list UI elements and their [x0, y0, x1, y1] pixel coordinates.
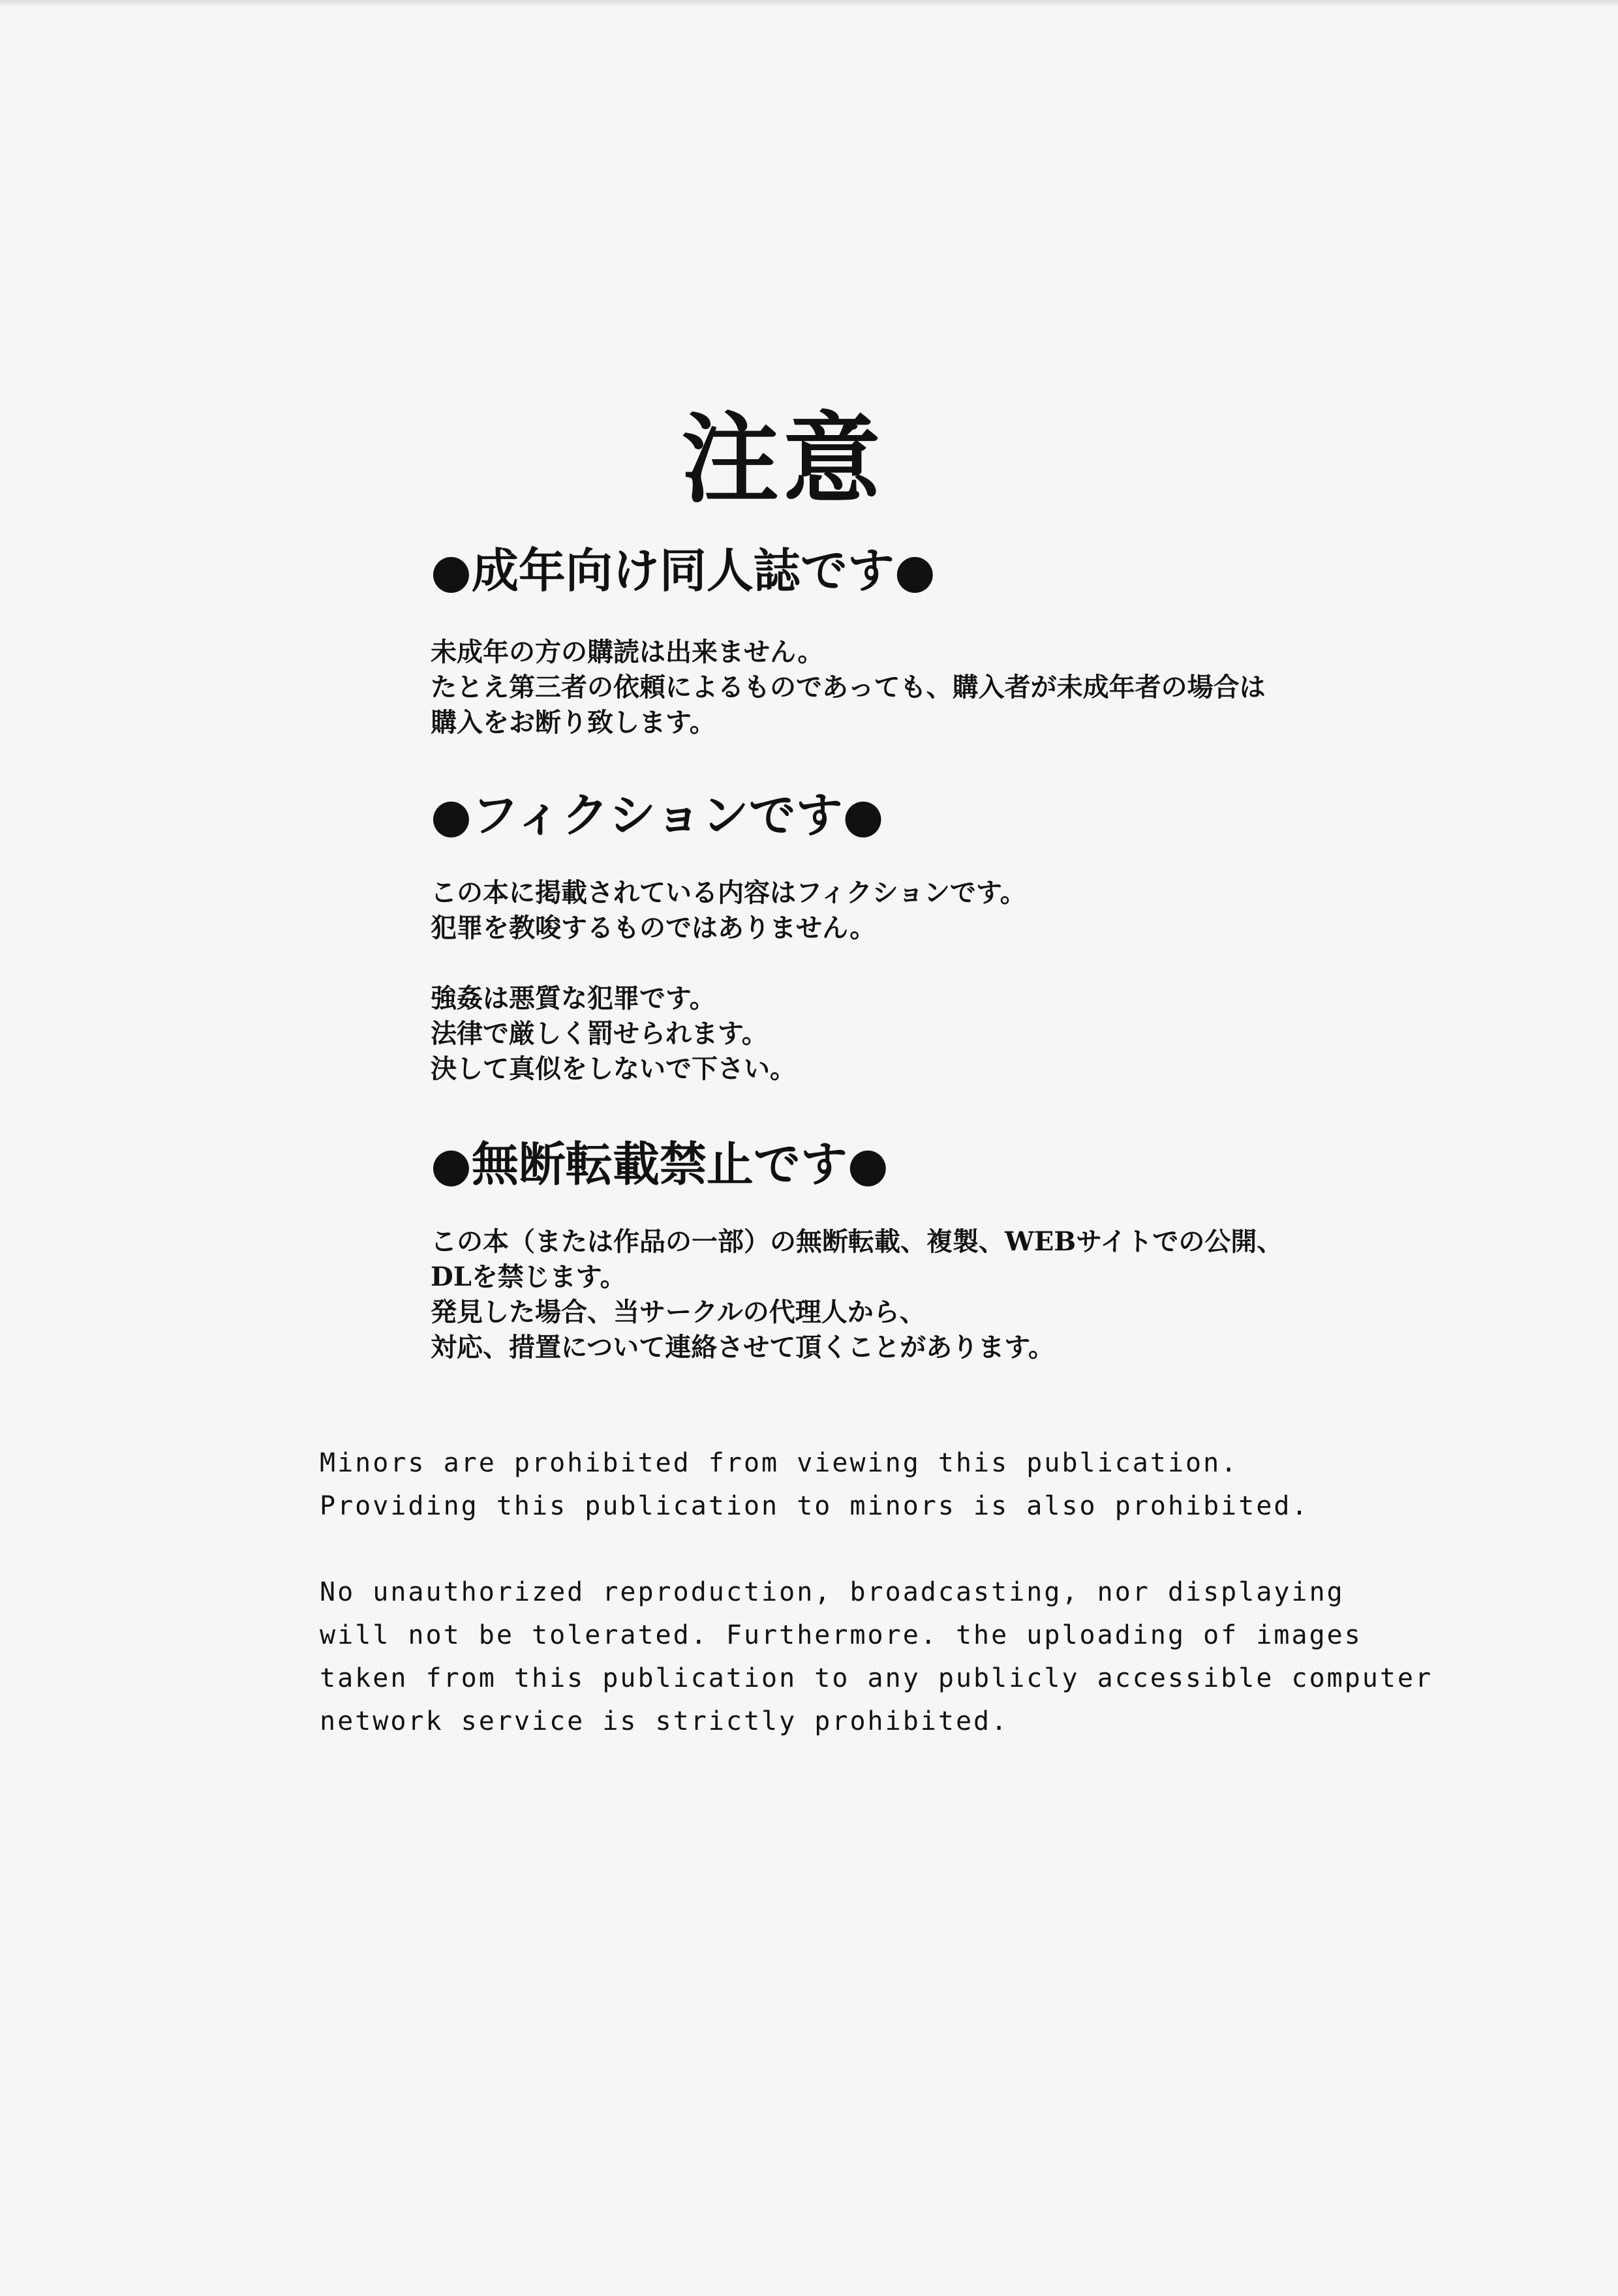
english-line: Providing this publication to minors is also prohibited.: [320, 1491, 1309, 1521]
notice-line: 購入をお断り致します。: [431, 707, 716, 738]
notice-line: DLを禁じます。: [431, 1261, 626, 1292]
notice-line: 犯罪を教唆するものではありません。: [431, 913, 876, 943]
notice-line: 未成年の方の購読は出来ません。: [431, 637, 824, 667]
notice-line: 法律で厳しく罰せられます。: [431, 1018, 768, 1049]
english-line: No unauthorized reproduction, broadcasting, nor displaying: [320, 1577, 1345, 1607]
page-top-edge: [0, 0, 1618, 7]
notice-line: 発見した場合、当サークルの代理人から、: [431, 1297, 926, 1327]
notice-line: この本に掲載されている内容はフィクションです。: [431, 877, 1026, 908]
english-notice: [320, 1442, 1559, 1743]
notice-line: 決して真似をしないで下さい。: [431, 1053, 796, 1084]
notice-line: 対応、措置について連絡させて頂くことがあります。: [431, 1332, 1054, 1363]
section-reproduction-notice: [431, 1132, 1540, 1365]
section-heading: ●フィクションです●: [431, 787, 884, 843]
notice-line: この本（または作品の一部）の無断転載、複製、WEBサイトでの公開、: [431, 1226, 1283, 1257]
english-line: will not be tolerated. Furthermore. the uploading of images: [320, 1620, 1362, 1650]
notice-line: たとえ第三者の依頼によるものであっても、購入者が未成年者の場合は: [431, 672, 1266, 702]
section-fiction-notice: [431, 783, 1540, 1087]
english-line: taken from this publication to any publicly accessible computer: [320, 1663, 1433, 1693]
english-line: network service is strictly prohibited.: [320, 1706, 1009, 1736]
section-heading: ●成年向け同人誌です●: [431, 543, 936, 598]
english-line: Minors are prohibited from viewing this publication.: [320, 1448, 1239, 1478]
notice-line: 強姦は悪質な犯罪です。: [431, 983, 716, 1014]
section-adult-notice: [431, 538, 1540, 740]
page-title: 注意: [680, 403, 885, 517]
section-heading: ●無断転載禁止です●: [431, 1136, 889, 1192]
